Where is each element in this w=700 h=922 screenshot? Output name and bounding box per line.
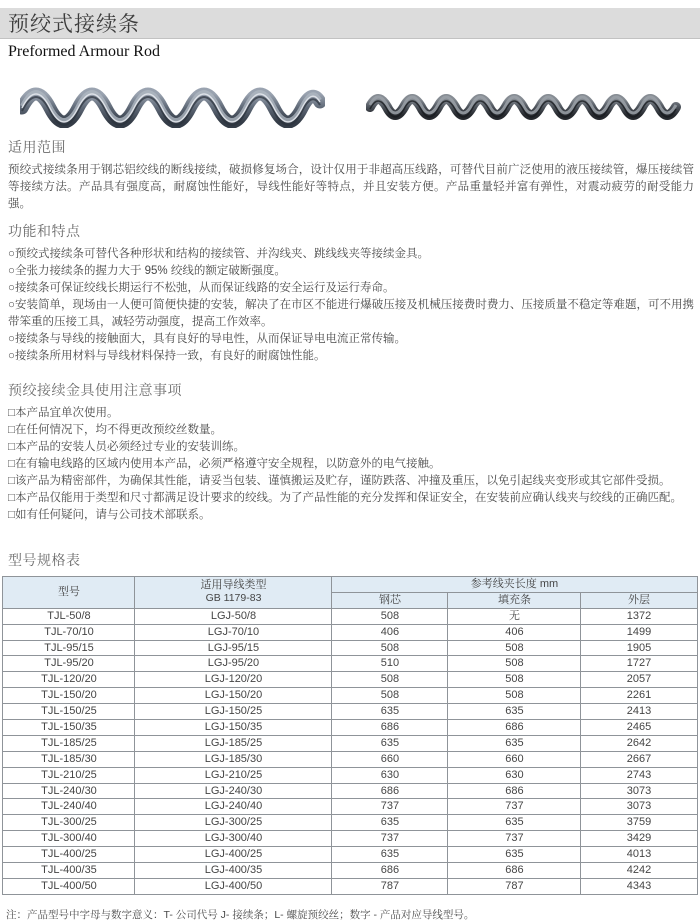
cell-model: TJL-400/25 [3, 847, 135, 863]
cell-steel-core: 787 [332, 878, 448, 894]
cell-outer-layer: 1372 [581, 608, 697, 624]
table-row [3, 847, 697, 863]
cell-steel-core: 635 [332, 847, 448, 863]
spec-table-heading: 型号规格表 [8, 552, 81, 568]
cell-outer-layer: 3073 [581, 783, 697, 799]
table-row [3, 735, 697, 751]
cell-conductor-type: LGJ-95/20 [135, 656, 332, 672]
col-header-conductor-type [135, 577, 332, 609]
cell-steel-core: 508 [332, 688, 448, 704]
features-heading: 功能和特点 [8, 223, 81, 239]
cell-conductor-type: LGJ-300/40 [135, 831, 332, 847]
cell-steel-core: 508 [332, 672, 448, 688]
table-footnote: 注：产品型号中字母与数字意义：T- 公司代号 J- 接续条；L- 螺旋预绞丝；数字 - 产品对应导线型号。 [6, 908, 475, 921]
cell-model: TJL-50/8 [3, 608, 135, 624]
cell-steel-core: 635 [332, 735, 448, 751]
cell-conductor-type: LGJ-185/25 [135, 735, 332, 751]
spec-table [2, 576, 697, 895]
cell-outer-layer: 4343 [581, 878, 697, 894]
cell-conductor-type: LGJ-120/20 [135, 672, 332, 688]
cell-conductor-type: LGJ-240/30 [135, 783, 332, 799]
cell-outer-layer: 3759 [581, 815, 697, 831]
cell-outer-layer: 2642 [581, 735, 697, 751]
feature-item: ○全张力接续条的握力大于 95% 绞线的额定破断强度。 [8, 265, 286, 277]
cell-steel-core: 686 [332, 720, 448, 736]
cell-steel-core: 510 [332, 656, 448, 672]
table-row [3, 831, 697, 847]
cell-steel-core: 635 [332, 704, 448, 720]
cell-filler: 660 [448, 751, 581, 767]
cell-filler: 508 [448, 672, 581, 688]
cell-filler: 635 [448, 735, 581, 751]
cell-filler: 635 [448, 815, 581, 831]
page-title-en: Preformed Armour Rod [8, 43, 160, 60]
cell-filler: 635 [448, 704, 581, 720]
cell-model: TJL-95/20 [3, 656, 135, 672]
note-item: □本产品仅能用于类型和尺寸都满足设计要求的绞线。为了产品性能的充分发挥和保证安全，在安装前应确认线夹与绞线的正确匹配。 [8, 492, 682, 504]
armour-rod-photo-large [20, 84, 325, 128]
table-row [3, 799, 697, 815]
cell-steel-core: 508 [332, 608, 448, 624]
cell-outer-layer: 2057 [581, 672, 697, 688]
table-row [3, 767, 697, 783]
cell-model: TJL-150/35 [3, 720, 135, 736]
cell-steel-core: 660 [332, 751, 448, 767]
col-header-filler: 填充条 [448, 592, 581, 608]
note-item: □如有任何疑问，请与公司技术部联系。 [8, 509, 211, 521]
feature-item: ○接续条所用材料与导线材料保持一致，有良好的耐腐蚀性能。 [8, 350, 326, 362]
cell-conductor-type: LGJ-240/40 [135, 799, 332, 815]
cell-model: TJL-70/10 [3, 624, 135, 640]
cell-model: TJL-400/50 [3, 878, 135, 894]
features-list [0, 246, 700, 365]
cell-model: TJL-400/35 [3, 863, 135, 879]
cell-steel-core: 630 [332, 767, 448, 783]
cell-filler: 406 [448, 624, 581, 640]
cell-outer-layer: 4242 [581, 863, 697, 879]
cell-model: TJL-185/30 [3, 751, 135, 767]
notes-list [0, 405, 700, 524]
cell-filler: 686 [448, 720, 581, 736]
notes-heading: 预绞接续金具使用注意事项 [8, 382, 182, 398]
table-row [3, 656, 697, 672]
cell-model: TJL-300/25 [3, 815, 135, 831]
cell-conductor-type: LGJ-50/8 [135, 608, 332, 624]
cell-filler: 508 [448, 640, 581, 656]
cell-outer-layer: 1499 [581, 624, 697, 640]
cell-filler: 630 [448, 767, 581, 783]
cell-filler: 508 [448, 656, 581, 672]
cell-outer-layer: 1905 [581, 640, 697, 656]
cell-steel-core: 686 [332, 783, 448, 799]
cell-outer-layer: 2743 [581, 767, 697, 783]
cell-outer-layer: 4013 [581, 847, 697, 863]
armour-rod-photo-small [366, 90, 682, 122]
col-header-steel-core: 钢芯 [332, 592, 448, 608]
cell-outer-layer: 2261 [581, 688, 697, 704]
table-row [3, 672, 697, 688]
page-title-cn: 预绞式接续条 [8, 13, 140, 36]
cell-conductor-type: LGJ-210/25 [135, 767, 332, 783]
cell-steel-core: 737 [332, 799, 448, 815]
table-row [3, 815, 697, 831]
scope-paragraph: 预绞式接续条用于钢芯铝绞线的断线接续，破损修复场合，设计仅用于非超高压线路，可替代目前广泛使用的液压接续管，爆压接续管等接续方法。产品具有强度高，耐腐蚀性能好，导线性能好等特点，并且安装方便。产品重量轻并富有弹性，对震动疲劳的耐受能力强。 [8, 164, 694, 210]
cell-outer-layer: 1727 [581, 656, 697, 672]
col-header-conductor-line1: 适用导线类型 [200, 579, 267, 592]
note-item: □在任何情况下，均不得更改预绞丝数量。 [8, 424, 222, 436]
cell-conductor-type: LGJ-150/35 [135, 720, 332, 736]
table-row [3, 783, 697, 799]
cell-steel-core: 686 [332, 863, 448, 879]
feature-item: ○安装简单，现场由一人便可简便快捷的安装，解决了在市区不能进行爆破压接及机械压接费时费力、压接质量不稳定等难题，可不用携带笨重的压接工具，减轻劳动强度，提高工作效率。 [8, 299, 694, 328]
cell-filler: 737 [448, 799, 581, 815]
product-photos [0, 84, 700, 128]
cell-model: TJL-210/25 [3, 767, 135, 783]
table-row [3, 704, 697, 720]
cell-conductor-type: LGJ-70/10 [135, 624, 332, 640]
cell-filler: 686 [448, 783, 581, 799]
cell-conductor-type: LGJ-300/25 [135, 815, 332, 831]
feature-item: ○预绞式接续条可替代各种形状和结构的接续管、并沟线夹、跳线线夹等接续金具。 [8, 248, 429, 260]
cell-model: TJL-150/25 [3, 704, 135, 720]
cell-filler: 508 [448, 688, 581, 704]
cell-filler: 无 [448, 608, 581, 624]
note-item: □在有输电线路的区域内使用本产品，必须严格遵守安全规程，以防意外的电气接触。 [8, 458, 441, 470]
table-row [3, 720, 697, 736]
cell-outer-layer: 3429 [581, 831, 697, 847]
cell-conductor-type: LGJ-95/15 [135, 640, 332, 656]
cell-model: TJL-95/15 [3, 640, 135, 656]
cell-model: TJL-120/20 [3, 672, 135, 688]
feature-item: ○接续条与导线的接触面大，具有良好的导电性，从而保证导电电流正常传输。 [8, 333, 406, 345]
feature-item: ○接续条可保证绞线长期运行不松弛，从而保证线路的安全运行及运行寿命。 [8, 282, 395, 294]
cell-model: TJL-185/25 [3, 735, 135, 751]
col-header-conductor-line2: GB 1179-83 [205, 592, 262, 605]
cell-filler: 686 [448, 863, 581, 879]
cell-steel-core: 508 [332, 640, 448, 656]
cell-conductor-type: LGJ-150/20 [135, 688, 332, 704]
col-header-model: 型号 [3, 577, 135, 609]
table-row [3, 878, 697, 894]
cell-conductor-type: LGJ-150/25 [135, 704, 332, 720]
cell-steel-core: 406 [332, 624, 448, 640]
cell-steel-core: 635 [332, 815, 448, 831]
cell-model: TJL-240/30 [3, 783, 135, 799]
note-item: □该产品为精密部件，为确保其性能，请妥当包装、谨慎搬运及贮存，谨防跌落、冲撞及重压，以免引起线夹变形或其它部件受损。 [8, 475, 671, 487]
cell-steel-core: 737 [332, 831, 448, 847]
cell-conductor-type: LGJ-400/35 [135, 863, 332, 879]
cell-conductor-type: LGJ-400/25 [135, 847, 332, 863]
cell-outer-layer: 2465 [581, 720, 697, 736]
cell-model: TJL-150/20 [3, 688, 135, 704]
col-header-outer-layer: 外层 [581, 592, 697, 608]
table-row [3, 863, 697, 879]
cell-filler: 635 [448, 847, 581, 863]
scope-heading: 适用范围 [8, 139, 66, 155]
cell-filler: 787 [448, 878, 581, 894]
table-row [3, 640, 697, 656]
cell-model: TJL-300/40 [3, 831, 135, 847]
cell-filler: 737 [448, 831, 581, 847]
table-row [3, 751, 697, 767]
table-row [3, 688, 697, 704]
note-item: □本产品的安装人员必须经过专业的安装训练。 [8, 441, 245, 453]
col-header-length-group: 参考线夹长度 mm [332, 577, 697, 593]
cell-outer-layer: 2667 [581, 751, 697, 767]
table-row [3, 624, 697, 640]
cell-conductor-type: LGJ-185/30 [135, 751, 332, 767]
cell-outer-layer: 3073 [581, 799, 697, 815]
catalog-page [0, 8, 700, 921]
page-title-bar [0, 8, 700, 39]
cell-conductor-type: LGJ-400/50 [135, 878, 332, 894]
cell-outer-layer: 2413 [581, 704, 697, 720]
cell-model: TJL-240/40 [3, 799, 135, 815]
note-item: □本产品宜单次使用。 [8, 407, 119, 419]
table-row [3, 608, 697, 624]
